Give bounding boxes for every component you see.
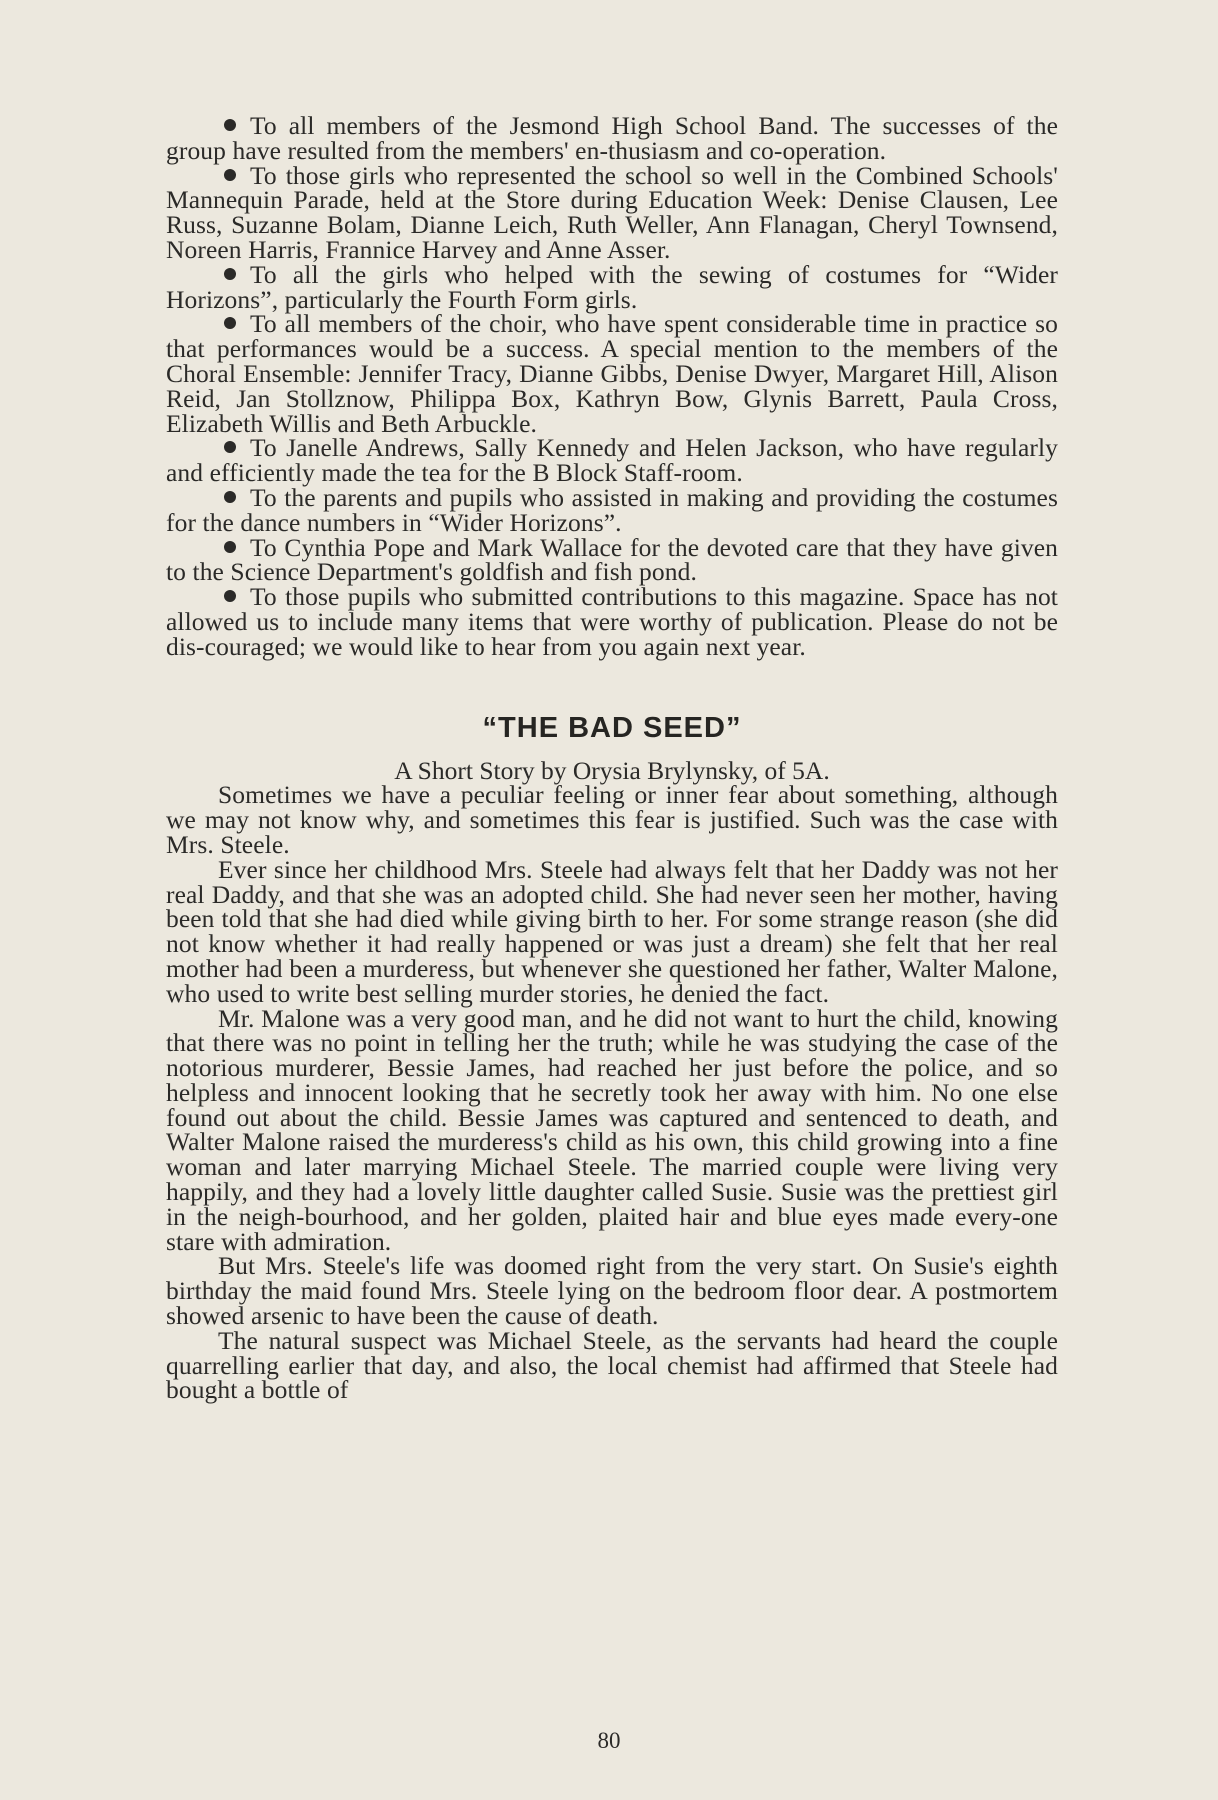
story-paragraph: The natural suspect was Michael Steele, as the servants had heard the couple quarrelling earlier that day, and also, the local chemist had affirmed that Steele had bought a bottle of — [166, 1325, 1058, 1405]
acknowledgement-item — [166, 532, 1058, 587]
bullet-icon — [224, 491, 236, 503]
story-title: “THE BAD SEED” — [482, 711, 742, 744]
acknowledgement-text: To Cynthia Pope and Mark Wallace for the devoted care that they have given to the Science Department's goldfish and fish pond. — [166, 532, 1058, 587]
page-content — [166, 111, 1058, 1405]
acknowledgement-item — [166, 482, 1058, 537]
acknowledgement-item — [166, 111, 1058, 165]
acknowledgement-item — [166, 309, 1058, 438]
story-paragraph: Ever since her childhood Mrs. Steele had always felt that her Daddy was not her real Daddy, and that she was an adopted child. She had never seen her mother, having been told that she had died while giving birth to her. For some strange reason (she did not know whether it had really happened or was just a dream) she felt that her real mother had been a murderess, but whenever she questioned her father, Walter Malone, who used to write best selling murder stories, he denied the fact. — [166, 854, 1058, 1008]
story-paragraph: Mr. Malone was a very good man, and he did not want to hurt the child, knowing that there was no point in telling her the truth; while he was studying the case of the notorious murderer, Bessie James, had reached her just before the police, and so helpless and innocent looking that he secretly took her away with him. No one else found out about the child. Bessie James was captured and sentenced to death, and Walter Malone raised the murderess's child as his own, this child growing into a fine woman and later marrying Michael Steele. The married couple were living very happily, and they had a lovely little daughter called Susie. Susie was the prettiest girl in the neigh-bourhood, and her golden, plaited hair and blue eyes made every-one stare with admiration. — [166, 1003, 1058, 1256]
page-number: 80 — [597, 1728, 621, 1753]
acknowledgement-text: To all members of the Jesmond High School Band. The successes of the group have resulted from the members' en-thusiasm and co-operation. — [166, 111, 1058, 165]
story-paragraph: But Mrs. Steele's life was doomed right from the very start. On Susie's eighth birthday the maid found Mrs. Steele lying on the bedroom floor dear. A postmortem showed arsenic to have been the cause of death. — [166, 1251, 1058, 1331]
bullet-icon — [224, 119, 236, 131]
bullet-icon — [224, 317, 236, 329]
story-paragraph: Sometimes we have a peculiar feeling or inner fear about something, although we may not know why, and sometimes this fear is justified. Such was the case with Mrs. Steele. — [166, 780, 1058, 859]
acknowledgement-text: To all the girls who helped with the sewing of costumes for “Wider Horizons”, particularly the Fourth Form girls. — [166, 259, 1058, 314]
acknowledgement-text: To Janelle Andrews, Sally Kennedy and Helen Jackson, who have regularly and efficiently made the tea for the B Block Staff-room. — [166, 433, 1058, 488]
bullet-icon — [224, 541, 236, 553]
acknowledgement-item — [166, 259, 1058, 314]
bullet-icon — [224, 268, 236, 280]
acknowledgement-text: To the parents and pupils who assisted in making and providing the costumes for the dance numbers in “Wider Horizons”. — [166, 482, 1058, 537]
acknowledgement-text: To those pupils who submitted contributions to this magazine. Space has not allowed us to include many items that were worthy of publication. Please do not be dis-couraged; we would like to hear from you again next year. — [166, 582, 1058, 661]
bullet-icon — [224, 590, 236, 602]
acknowledgement-text: To those girls who represented the school so well in the Combined Schools' Mannequin Parade, held at the Store during Education Week: Denise Clausen, Lee Russ, Suzanne Bolam, Dianne Leich, Ruth Weller, Ann Flanagan, Cheryl Townsend, Noreen Harris, Frannice Harvey and Anne Asser. — [166, 160, 1058, 264]
acknowledgement-item — [166, 582, 1058, 661]
bullet-icon — [224, 169, 236, 181]
acknowledgement-item — [166, 160, 1058, 264]
story-section — [166, 712, 1058, 1404]
bullet-icon — [224, 441, 236, 453]
acknowledgement-text: To all members of the choir, who have spent considerable time in practice so that performances would be a success. A special mention to the members of the Choral Ensemble: Jennifer Tracy, Dianne Gibbs, Denise Dwyer, Margaret Hill, Alison Reid, Jan Stollznow, Philippa Box, Kathryn Bow, Glynis Barrett, Paula Cross, Elizabeth Willis and Beth Arbuckle. — [166, 309, 1058, 438]
section-gap — [166, 660, 1058, 712]
acknowledgements-list — [166, 111, 1058, 661]
acknowledgement-item — [166, 433, 1058, 488]
story-byline: A Short Story by Orysia Brylynsky, of 5A. — [394, 755, 830, 785]
